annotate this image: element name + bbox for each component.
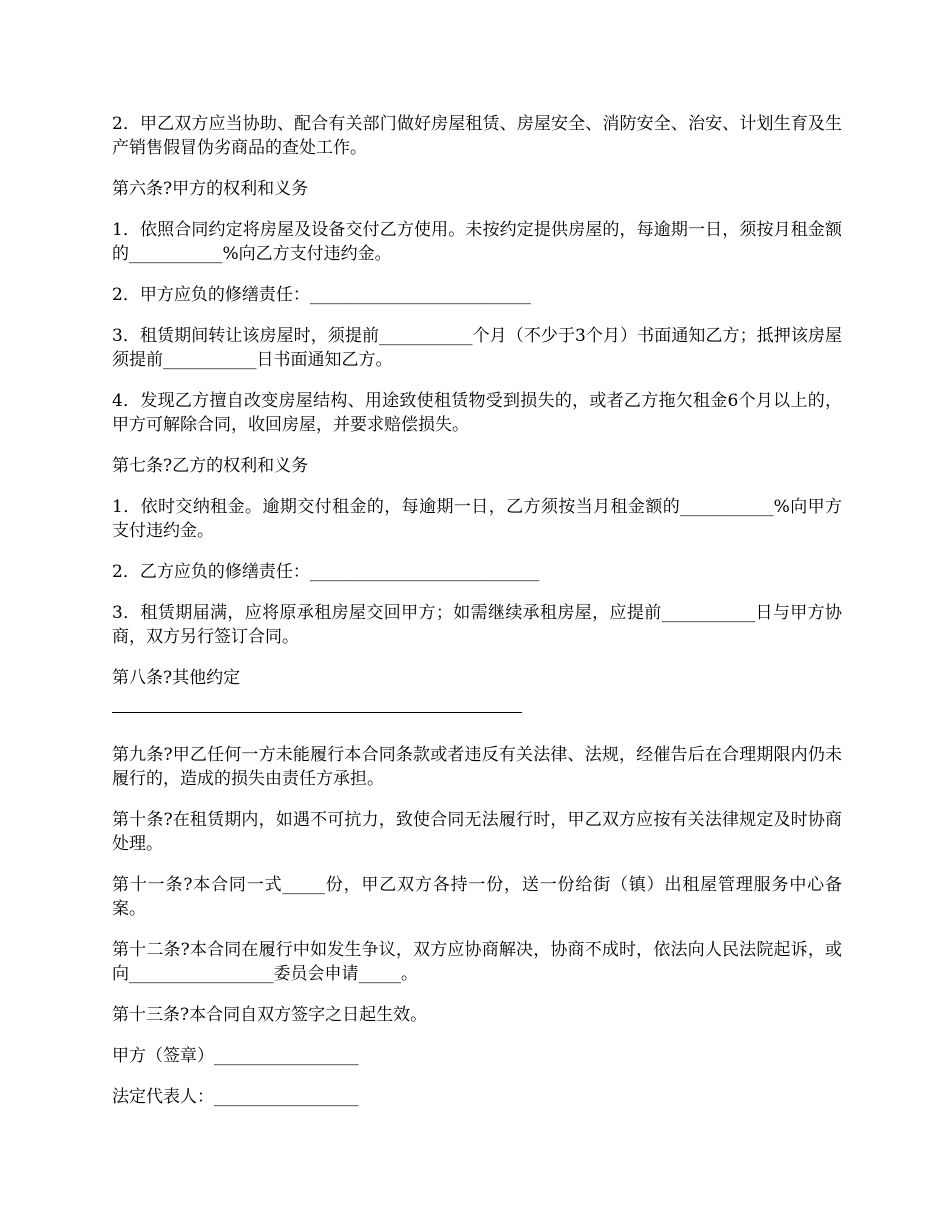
- article-7-item-3: 3．租赁期届满，应将原承租房屋交回甲方；如需继续承租房屋，应提前___________日与甲方协商，双方另行签订合同。: [112, 603, 842, 647]
- article-7-item-1: 1．依时交纳租金。逾期交付租金的，每逾期一日，乙方须按当月租金额的___________%向甲方支付违约金。: [112, 497, 842, 541]
- article-10: 第十条?在租赁期内，如遇不可抗力，致使合同无法履行时，甲乙双方应按有关法律规定及时协商处理。: [112, 810, 842, 854]
- article-7-heading: 第七条?乙方的权利和义务: [112, 456, 309, 476]
- other-terms-blank-line: [112, 712, 522, 713]
- party-a-signature-line: 甲方（签章）_________________: [112, 1046, 359, 1066]
- article-13: 第十三条?本合同自双方签字之日起生效。: [112, 1005, 428, 1025]
- article-6-item-3: 3．租赁期间转让该房屋时，须提前___________个月（不少于3个月）书面通知乙方；抵押该房屋须提前___________日书面通知乙方。: [112, 326, 842, 370]
- contract-page: [112, 112, 842, 1126]
- article-6-item-4: 4．发现乙方擅自改变房屋结构、用途致使租赁物受到损失的，或者乙方拖欠租金6个月以上的，甲方可解除合同，收回房屋，并要求赔偿损失。: [112, 391, 842, 435]
- article-6-item-1: 1．依照合同约定将房屋及设备交付乙方使用。未按约定提供房屋的，每逾期一日，须按月租金额的___________%向乙方支付违约金。: [112, 220, 842, 264]
- article-7-item-2: 2．乙方应负的修缮责任：___________________________: [112, 562, 540, 582]
- article-6-heading: 第六条?甲方的权利和义务: [112, 179, 309, 199]
- article-11: 第十一条?本合同一式_____份，甲乙双方各持一份，送一份给街（镇）出租屋管理服务中心备案。: [112, 875, 842, 919]
- article-9: 第九条?甲乙任何一方未能履行本合同条款或者违反有关法律、法规，经催告后在合理期限内仍未履行的，造成的损失由责任方承担。: [112, 745, 842, 789]
- clause-5-item-2: 2．甲乙双方应当协助、配合有关部门做好房屋租赁、房屋安全、消防安全、治安、计划生育及生产销售假冒伪劣商品的查处工作。: [112, 114, 842, 158]
- legal-representative-line: 法定代表人：_________________: [112, 1087, 359, 1107]
- article-12: 第十二条?本合同在履行中如发生争议，双方应协商解决，协商不成时，依法向人民法院起诉，或向_________________委员会申请_____。: [112, 940, 842, 984]
- article-8-heading: 第八条?其他约定: [112, 668, 241, 688]
- article-6-item-2: 2．甲方应负的修缮责任：__________________________: [112, 285, 531, 305]
